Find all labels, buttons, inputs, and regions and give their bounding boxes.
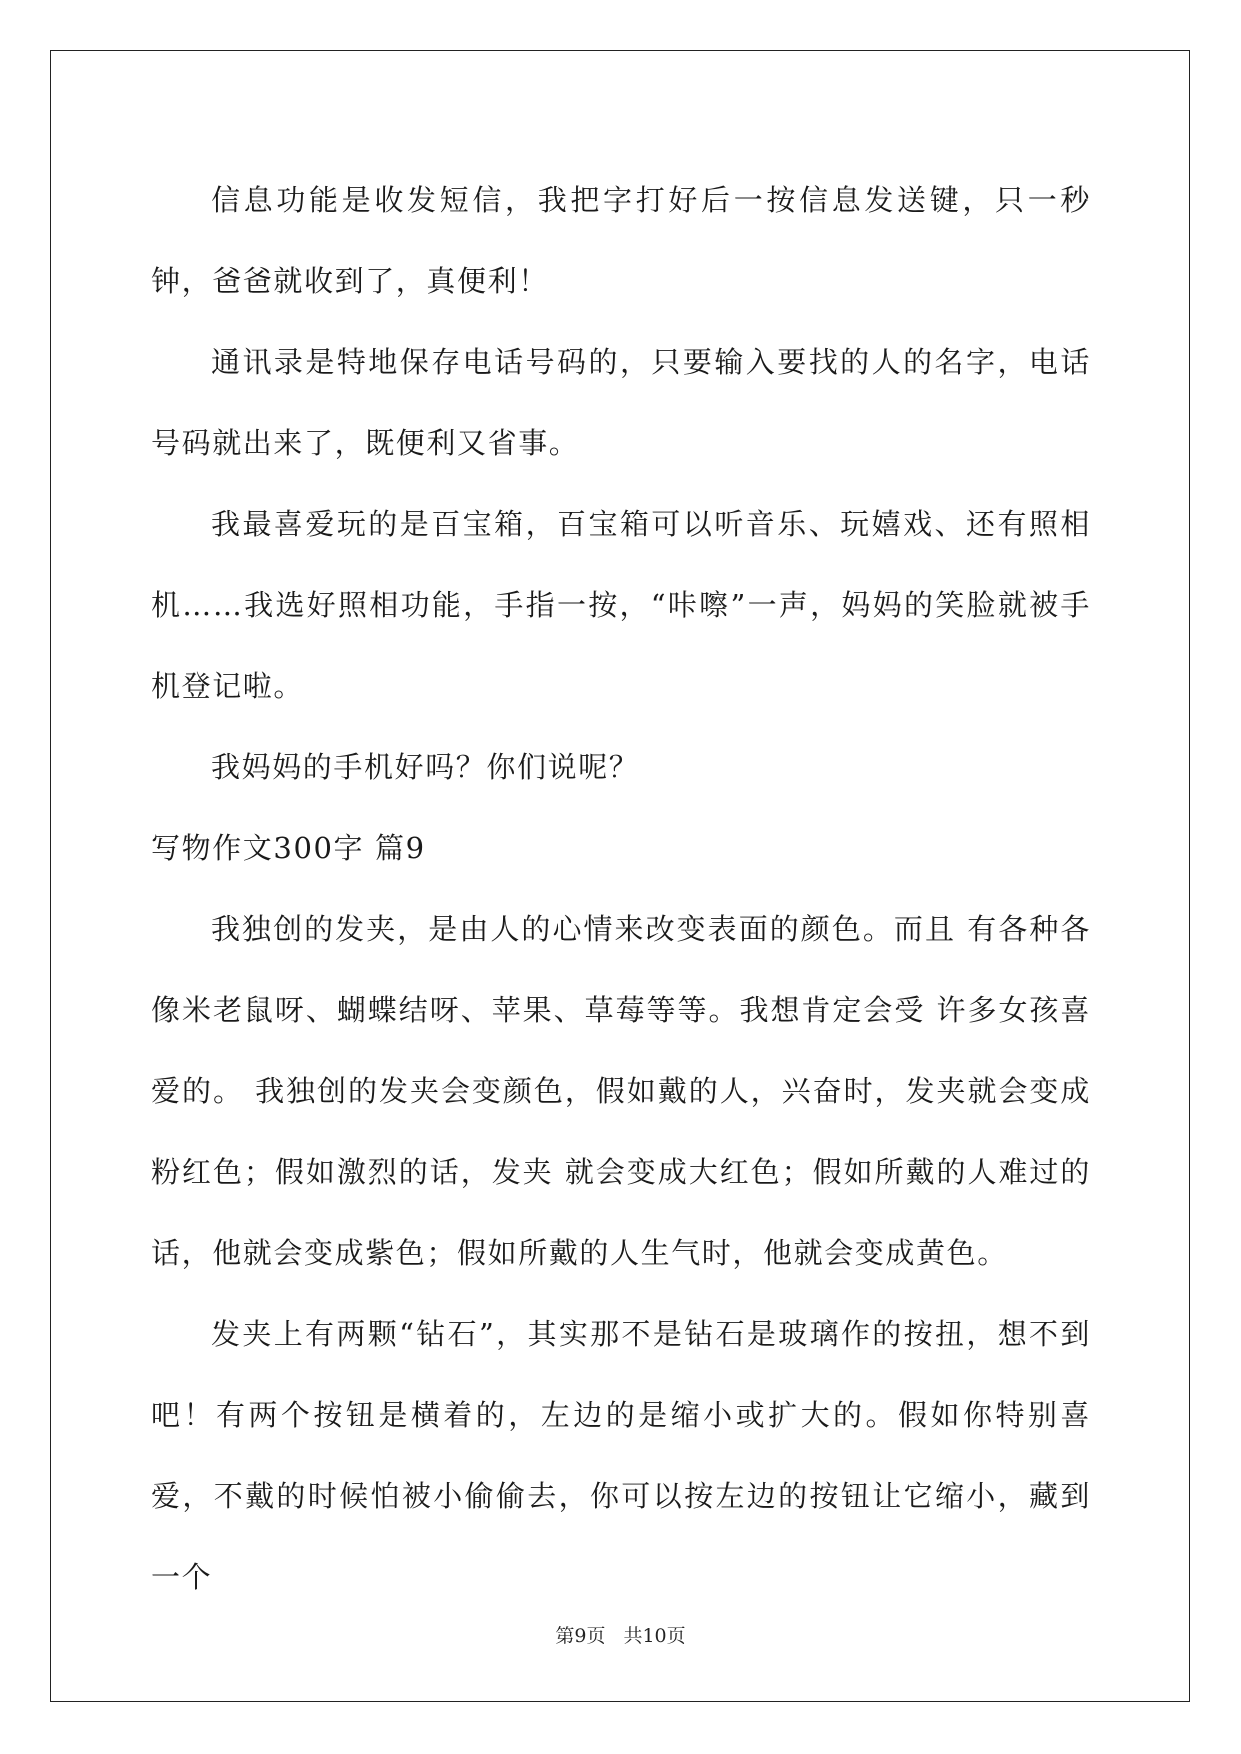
section-heading: 写物作文300字 篇9 <box>151 831 426 865</box>
paragraph-hairclip-colors: 我独创的发夹，是由人的心情来改变表面的颜色。而且 有各种各像米老鼠呀、蝴蝶结呀、苹果、草莓等等。我想肯定会受 许多女孩喜爱的。 我独创的发夹会变颜色，假如戴的人，兴奋时，发夹就会变成粉红色；假如激烈的话，发夹 就会变成大红色；假如所戴的人难过的话，他就会变成紫色；假如所戴的人生气时，他就会变成黄色。 <box>151 912 1091 1270</box>
page-footer <box>0 1621 1241 1648</box>
paragraph-contacts: 通讯录是特地保存电话号码的，只要输入要找的人的名字，电话号码就出来了，既便利又省事。 <box>151 345 1091 460</box>
page-number-current: 第9页 <box>555 1625 606 1647</box>
paragraph-hairclip-buttons: 发夹上有两颗“钻石”，其实那不是钻石是玻璃作的按扭，想不到吧！有两个按钮是横着的，左边的是缩小或扩大的。假如你特别喜爱，不戴的时候怕被小偷偷去，你可以按左边的按钮让它缩小，藏到一个 <box>151 1317 1091 1594</box>
page-number-total: 共10页 <box>623 1625 686 1647</box>
paragraph-treasure-box: 我最喜爱玩的是百宝箱，百宝箱可以听音乐、玩嬉戏、还有照相机……我选好照相功能，手指一按，“咔嚓”一声，妈妈的笑脸就被手机登记啦。 <box>151 507 1091 703</box>
document-body <box>151 160 1091 1618</box>
paragraph-question: 我妈妈的手机好吗？你们说呢？ <box>211 750 640 784</box>
paragraph-sms-function: 信息功能是收发短信，我把字打好后一按信息发送键，只一秒钟，爸爸就收到了，真便利！ <box>151 183 1091 298</box>
